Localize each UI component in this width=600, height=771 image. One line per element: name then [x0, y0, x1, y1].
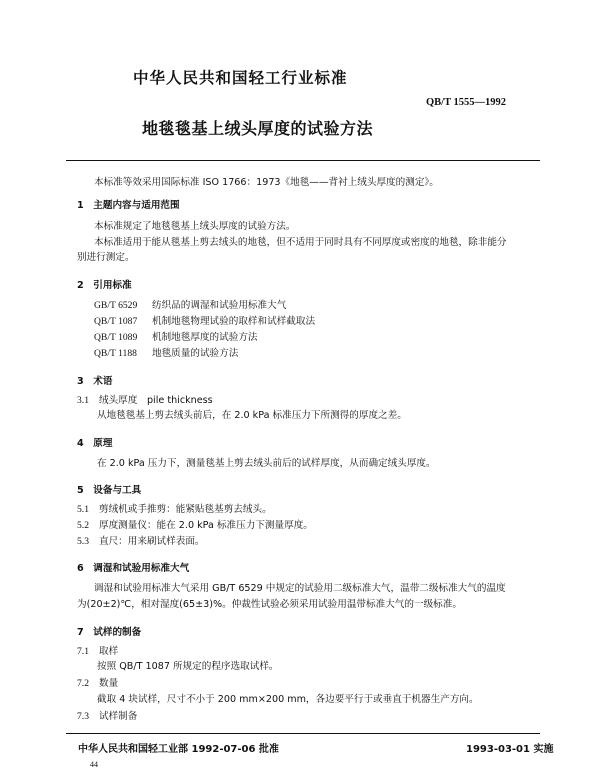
reference-code: QB/T 1089: [94, 332, 138, 343]
section-3-heading: 3 术语: [77, 376, 113, 387]
section-7-heading: 7 试样的制备: [77, 627, 142, 638]
item-number: 5.3: [77, 536, 89, 547]
section-1-heading: 1 主题内容与适用范围: [77, 200, 180, 211]
section-4-paragraph: 在 2.0 kPa 压力下，测量毯基上剪去绒头前后的试样厚度，从而确定绒头厚度。: [97, 458, 436, 469]
section-4-heading: 4 原理: [77, 438, 113, 449]
reference-item: [94, 331, 258, 345]
section-5-heading: 5 设备与工具: [77, 485, 142, 496]
issuing-authority: 中华人民共和国轻工行业标准: [133, 69, 348, 87]
item-number: 5.2: [77, 520, 89, 531]
subsection-7-1-heading: [77, 645, 118, 659]
reference-title: 地毯质量的试验方法: [152, 348, 239, 359]
reference-item: [94, 299, 286, 313]
item-text: 直尺：用来刷试样表面。: [99, 536, 205, 547]
equipment-item: [77, 519, 313, 533]
term-name: 绒头厚度 pile thickness: [99, 395, 213, 406]
standard-number: QB/T 1555—1992: [426, 97, 507, 108]
item-label: 试样制备: [99, 711, 138, 722]
section-1-paragraph-2: 本标准适用于能从毯基上剪去绒头的地毯，但不适用于同时具有不同厚度或密度的地毯，除非能分: [94, 237, 507, 248]
subsection-7-2-heading: [77, 677, 118, 691]
item-label: 数量: [99, 678, 119, 689]
section-2-heading: 2 引用标准: [77, 280, 132, 291]
effective-date: 1993-03-01 实施: [466, 744, 554, 755]
section-6-paragraph-cont: 为(20±2)℃，相对湿度(65±3)%。仲裁性试验必须采用试验用温带标准大气的一级标准。: [77, 599, 462, 610]
reference-title: 机制地毯物理试验的取样和试样截取法: [152, 316, 316, 327]
page-number: 44: [90, 760, 98, 769]
reference-code: QB/T 1087: [94, 316, 138, 327]
item-text: 厚度测量仪：能在 2.0 kPa 标准压力下测量厚度。: [99, 520, 313, 531]
term-number: 3.1: [77, 395, 89, 406]
reference-item: [94, 347, 238, 361]
reference-code: GB/T 6529: [94, 300, 138, 311]
reference-item: [94, 315, 315, 329]
subsection-7-1-text: 按照 QB/T 1087 所规定的程序选取试样。: [97, 661, 279, 672]
subsection-7-2-text: 截取 4 块试样，尺寸不小于 200 mm×200 mm，各边要平行于或垂直于机器生产方向。: [97, 694, 479, 705]
item-number: 7.2: [77, 678, 89, 689]
section-1-paragraph-2-cont: 别进行测定。: [77, 252, 135, 263]
approval-line: 中华人民共和国轻工业部 1992-07-06 批准: [78, 744, 279, 755]
section-6-heading: 6 调湿和试验用标准大气: [77, 563, 190, 574]
reference-code: QB/T 1188: [94, 348, 137, 359]
header-divider: [66, 160, 540, 161]
section-1-paragraph-1: 本标准规定了地毯毯基上绒头厚度的试验方法。: [94, 221, 296, 232]
document-title: 地毯毯基上绒头厚度的试验方法: [142, 119, 374, 138]
section-6-paragraph: 调湿和试验用标准大气采用 GB/T 6529 中规定的试验用二级标准大气，温带二级标准大气的温度: [94, 583, 506, 594]
equipment-item: [77, 535, 205, 549]
term-definition: 从地毯毯基上剪去绒头前后，在 2.0 kPa 标准压力下所测得的厚度之差。: [97, 410, 407, 421]
item-label: 取样: [99, 646, 119, 657]
reference-title: 纺织品的调湿和试验用标准大气: [152, 300, 287, 311]
item-number: 7.3: [77, 711, 89, 722]
item-text: 剪绒机或手推剪：能紧贴毯基剪去绒头。: [99, 504, 272, 515]
equipment-item: [77, 503, 272, 517]
intro-paragraph: 本标准等效采用国际标准 ISO 1766：1973《地毯——背衬上绒头厚度的测定》。: [94, 177, 439, 188]
reference-title: 机制地毯厚度的试验方法: [152, 332, 258, 343]
footer-divider: [66, 733, 540, 734]
item-number: 5.1: [77, 504, 89, 515]
subsection-7-3-heading: [77, 710, 137, 724]
term-entry: [77, 394, 213, 408]
item-number: 7.1: [77, 646, 89, 657]
